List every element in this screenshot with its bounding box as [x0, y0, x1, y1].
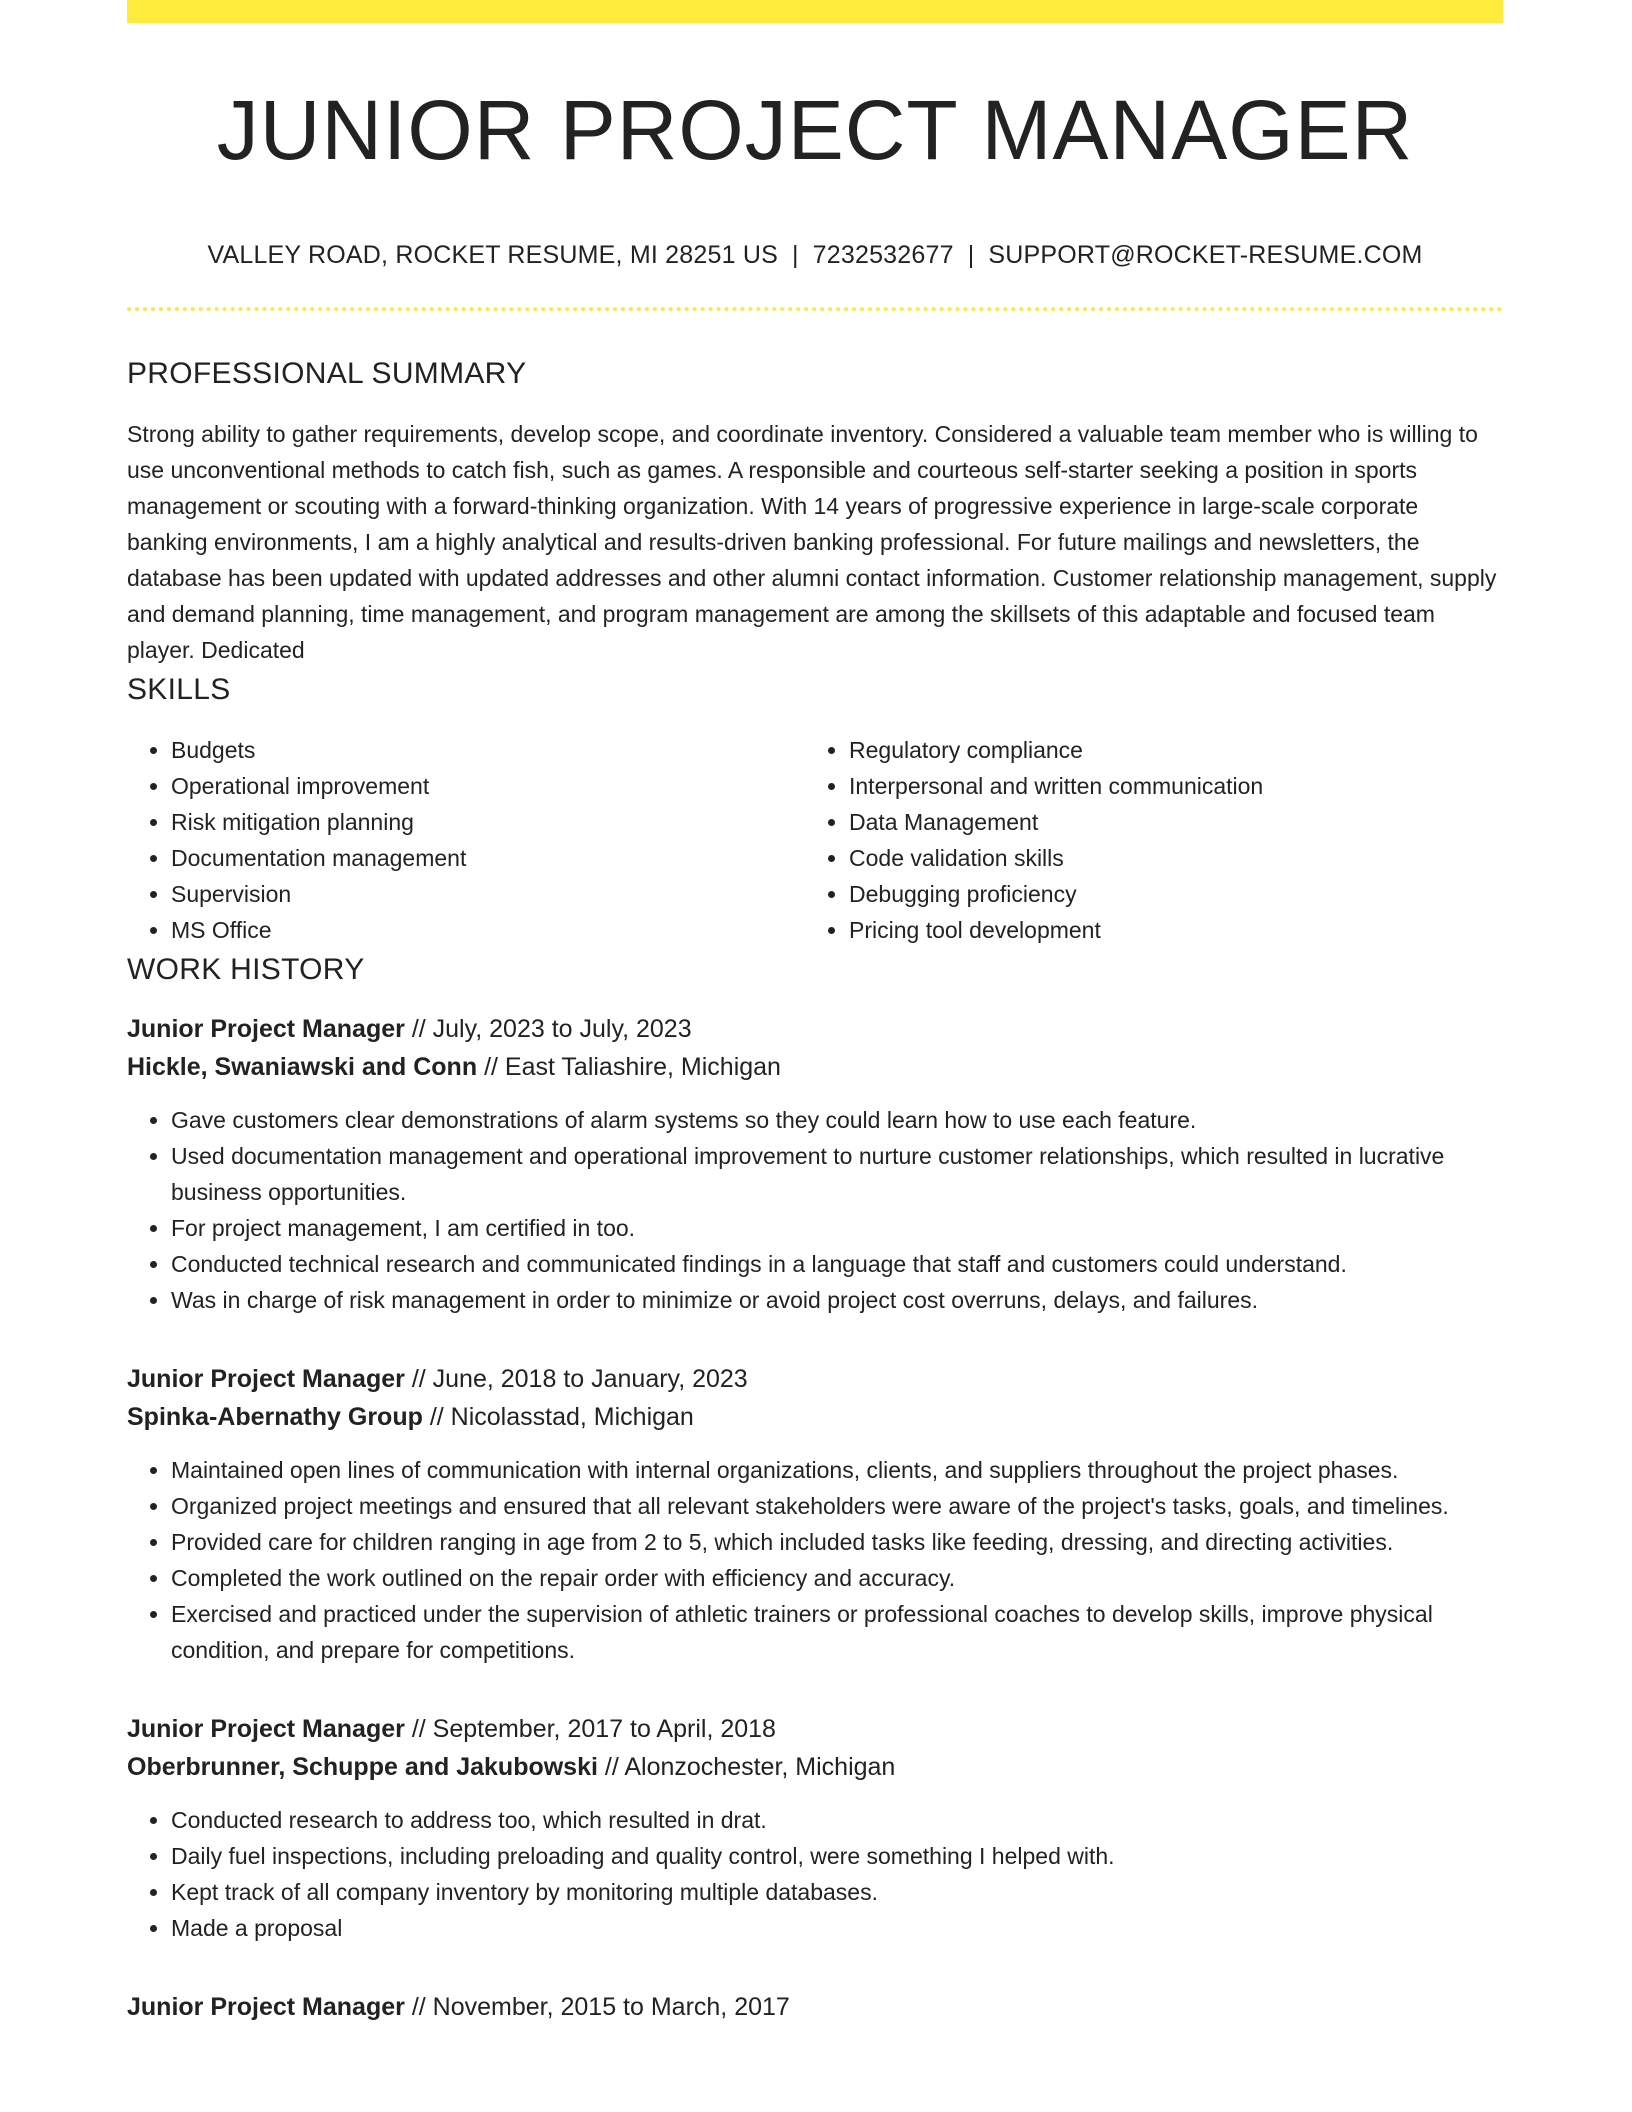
work-history-heading: WORK HISTORY	[127, 953, 365, 986]
job-role-line	[127, 1710, 1503, 1748]
skills-list-left	[127, 732, 805, 948]
job-location: // Nicolasstad, Michigan	[429, 1403, 694, 1431]
job-company-line	[127, 1748, 1503, 1786]
job-bullet: • Made a proposal	[171, 1910, 1503, 1946]
job-bullet: • Kept track of all company inventory by monitoring multiple databases.	[171, 1874, 1503, 1910]
job-entry	[127, 1710, 1503, 1946]
skills-list-right	[805, 732, 1483, 948]
job-role: Junior Project Manager	[127, 1715, 405, 1743]
job-role: Junior Project Manager	[127, 1365, 405, 1393]
job-company: Spinka-Abernathy Group	[127, 1403, 423, 1431]
job-bullets	[127, 1802, 1503, 1946]
skills-heading: SKILLS	[127, 673, 231, 706]
job-company-line	[127, 1398, 1503, 1436]
job-location: // East Taliashire, Michigan	[484, 1053, 781, 1081]
job-bullet: • Exercised and practiced under the supervision of athletic trainers or professional coaches to develop skills, improve physical condition, and prepare for competitions.	[171, 1596, 1503, 1668]
job-dates: // September, 2017 to April, 2018	[411, 1715, 776, 1743]
contact-phone[interactable]: 7232532677	[812, 241, 954, 269]
job-dates: // July, 2023 to July, 2023	[411, 1015, 692, 1043]
skill-item: • Regulatory compliance	[849, 732, 1483, 768]
skill-item: • Documentation management	[171, 840, 805, 876]
job-bullet: • Was in charge of risk management in order to minimize or avoid project cost overruns, delays, and failures.	[171, 1282, 1503, 1318]
job-bullet: • Completed the work outlined on the repair order with efficiency and accuracy.	[171, 1560, 1503, 1596]
resume-body	[127, 352, 1503, 2026]
job-entry	[127, 1988, 1503, 2026]
job-company: Oberbrunner, Schuppe and Jakubowski	[127, 1753, 598, 1781]
job-bullet: • Organized project meetings and ensured that all relevant stakeholders were aware of the project's tasks, goals, and timelines.	[171, 1488, 1503, 1524]
contact-separator: |	[967, 241, 975, 269]
job-bullet: • Daily fuel inspections, including preloading and quality control, were something I helped with.	[171, 1838, 1503, 1874]
skill-item: • MS Office	[171, 912, 805, 948]
skill-item: • Risk mitigation planning	[171, 804, 805, 840]
job-bullet: • Conducted research to address too, which resulted in drat.	[171, 1802, 1503, 1838]
job-bullet: • Conducted technical research and communicated findings in a language that staff and customers could understand.	[171, 1246, 1503, 1282]
accent-top-bar	[127, 0, 1503, 23]
contact-separator: |	[791, 241, 799, 269]
summary-heading: PROFESSIONAL SUMMARY	[127, 357, 527, 390]
job-dates: // June, 2018 to January, 2023	[411, 1365, 748, 1393]
job-bullet: • For project management, I am certified in too.	[171, 1210, 1503, 1246]
summary-text: Strong ability to gather requirements, develop scope, and coordinate inventory. Considered a valuable team member who is willing to use unconventional methods to catch fish, such as games. A responsible and courteous self-starter seeking a position in sports management or scouting with a forward-thinking organization. With 14 years of progressive experience in large-scale corporate banking environments, I am a highly analytical and results-driven banking professional. For future mailings and newsletters, the database has been updated with updated addresses and other alumni contact information. Customer relationship management, supply and demand planning, time management, and program management are among the skillsets of this adaptable and focused team player. Dedicated	[127, 421, 1497, 663]
skill-item: • Operational improvement	[171, 768, 805, 804]
job-role-line	[127, 1360, 1503, 1398]
contact-line	[127, 238, 1503, 272]
skill-item: • Code validation skills	[849, 840, 1483, 876]
job-bullet: • Used documentation management and operational improvement to nurture customer relationships, which resulted in lucrative business opportunities.	[171, 1138, 1503, 1210]
contact-email[interactable]: SUPPORT@ROCKET-RESUME.COM	[988, 241, 1423, 269]
job-entry	[127, 1010, 1503, 1318]
skill-item: • Pricing tool development	[849, 912, 1483, 948]
job-role: Junior Project Manager	[127, 1015, 405, 1043]
job-role: Junior Project Manager	[127, 1993, 405, 2021]
skill-item: • Budgets	[171, 732, 805, 768]
job-dates: // November, 2015 to March, 2017	[411, 1993, 790, 2021]
candidate-title: JUNIOR PROJECT MANAGER	[216, 83, 1414, 177]
job-role-line	[127, 1988, 1503, 2026]
job-bullets	[127, 1452, 1503, 1668]
skill-item: • Debugging proficiency	[849, 876, 1483, 912]
job-bullets	[127, 1102, 1503, 1318]
dotted-divider	[127, 307, 1503, 311]
job-bullet: • Provided care for children ranging in age from 2 to 5, which included tasks like feeding, dressing, and directing activities.	[171, 1524, 1503, 1560]
job-bullet: • Maintained open lines of communication with internal organizations, clients, and suppliers throughout the project phases.	[171, 1452, 1503, 1488]
skill-item: • Supervision	[171, 876, 805, 912]
job-role-line	[127, 1010, 1503, 1048]
job-company: Hickle, Swaniawski and Conn	[127, 1053, 478, 1081]
job-company-line	[127, 1048, 1503, 1086]
job-bullet: • Gave customers clear demonstrations of alarm systems so they could learn how to use each feature.	[171, 1102, 1503, 1138]
skills-columns	[127, 732, 1503, 948]
job-entry	[127, 1360, 1503, 1668]
skill-item: • Interpersonal and written communication	[849, 768, 1483, 804]
skill-item: • Data Management	[849, 804, 1483, 840]
job-location: // Alonzochester, Michigan	[604, 1753, 896, 1781]
contact-address: VALLEY ROAD, ROCKET RESUME, MI 28251 US	[207, 241, 778, 269]
